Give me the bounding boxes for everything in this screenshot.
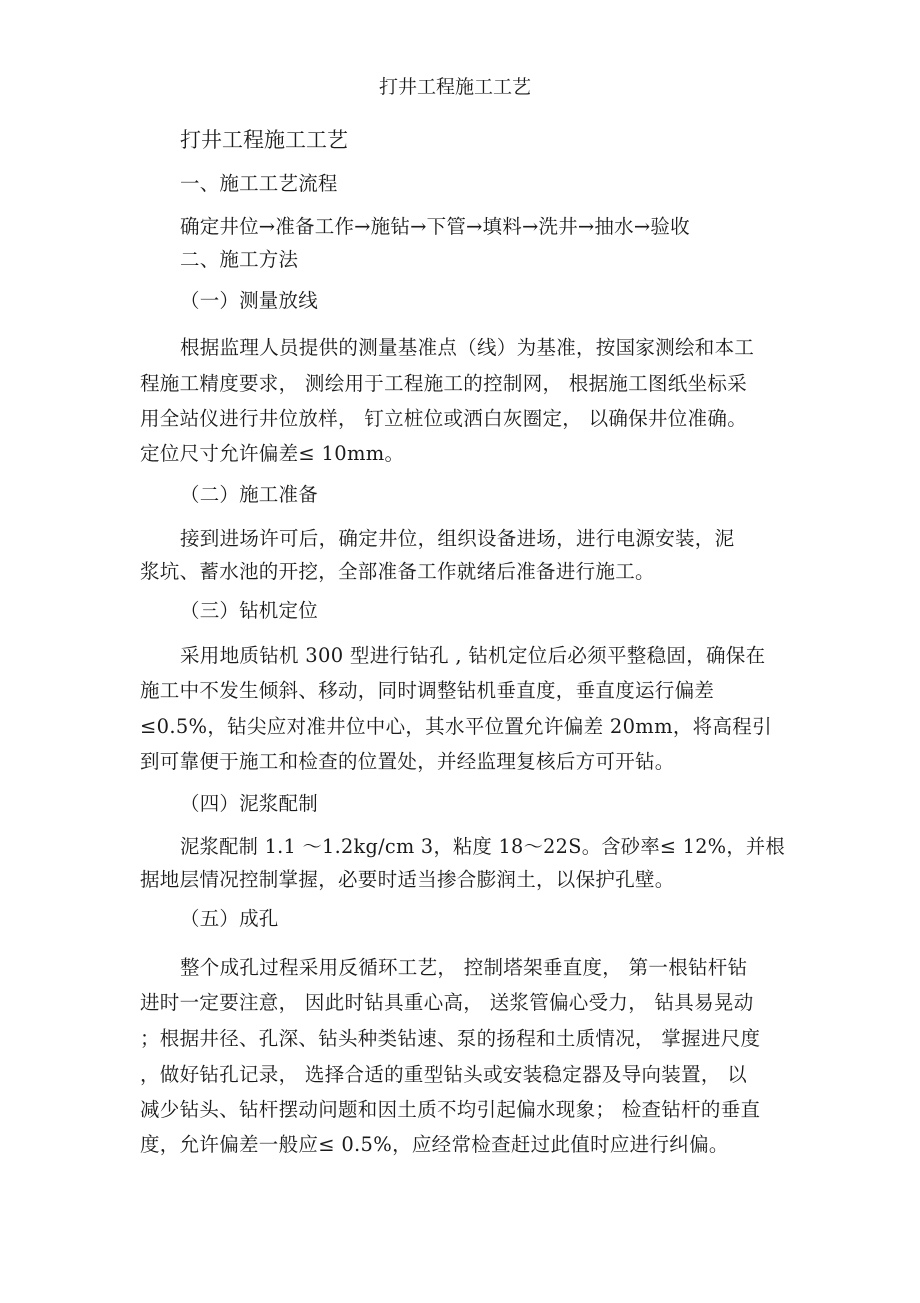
paragraph-line: 采用地质钻机 300 型进行钻孔 , 钻机定位后必须平整稳固，确保在 [180,644,766,667]
paragraph-line: 减少钻头、钻杆摆动问题和因土质不均引起偏水现象； 检查钻杆的垂直 [140,1098,761,1121]
paragraph-line: 浆坑、蓄水池的开挖，全部准备工作就绪后准备进行施工。 [140,560,655,583]
section-2-title: 二、施工方法 [180,248,299,271]
subsection-3-title: （三）钻机定位 [180,599,318,622]
subsection-4-title: （四）泥浆配制 [180,792,318,815]
paragraph-line: 度，允许偏差一般应≤ 0.5%，应经常检查赶过此值时应进行纠偏。 [140,1133,729,1156]
paragraph-line: 据地层情况控制掌握，必要时适当掺合膨润土，以保护孔壁。 [140,868,675,891]
subsection-1-title: （一）测量放线 [180,289,318,312]
paragraph-line: 根据监理人员提供的测量基准点（线）为基准，按国家测绘和本工 [180,336,755,359]
paragraph-line: 接到进场许可后，确定井位，组织设备进场，进行电源安装，泥 [180,527,735,550]
paragraph-line: 定位尺寸允许偏差≤ 10mm。 [140,442,405,465]
process-flow: 确定井位→准备工作→施钻→下管→填料→洗井→抽水→验收 [180,215,690,238]
paragraph-line: 程施工精度要求， 测绘用于工程施工的控制网， 根据施工图纸坐标采 [140,372,747,395]
paragraph-line: 整个成孔过程采用反循环工艺， 控制塔架垂直度， 第一根钻杆钻 [180,956,748,979]
paragraph-line: ≤0.5%，钻尖应对准井位中心，其水平位置允许偏差 20mm，将高程引 [140,715,772,738]
subsection-5-title: （五）成孔 [180,907,279,930]
subsection-2-title: （二）施工准备 [180,483,318,506]
paragraph-line: 进时一定要注意， 因此时钻具重心高， 送浆管偏心受力， 钻具易晃动 [140,991,754,1014]
section-1-title: 一、施工工艺流程 [180,172,338,195]
paragraph-line: 到可靠便于施工和检查的位置处，并经监理复核后方可开钻。 [140,750,675,773]
paragraph-line: ；根据井径、孔深、钻头种类钻速、泵的扬程和土质情况， 掌握进尺度 [140,1027,761,1050]
paragraph-line: 用全站仪进行井位放样， 钉立桩位或洒白灰圈定， 以确保井位准确。 [140,407,747,430]
paragraph-line: 泥浆配制 1.1 ～1.2kg/cm 3，粘度 18～22S。含砂率≤ 12%，并根 [180,835,786,858]
document-title: 打井工程施工工艺 [378,76,531,98]
paragraph-line: ，做好钻孔记录， 选择合适的重型钻头或安装稳定器及导向装置， 以 [140,1063,747,1086]
paragraph-line: 施工中不发生倾斜、移动，同时调整钻机垂直度，垂直度运行偏差 [140,679,715,702]
document-heading: 打井工程施工工艺 [180,128,348,152]
